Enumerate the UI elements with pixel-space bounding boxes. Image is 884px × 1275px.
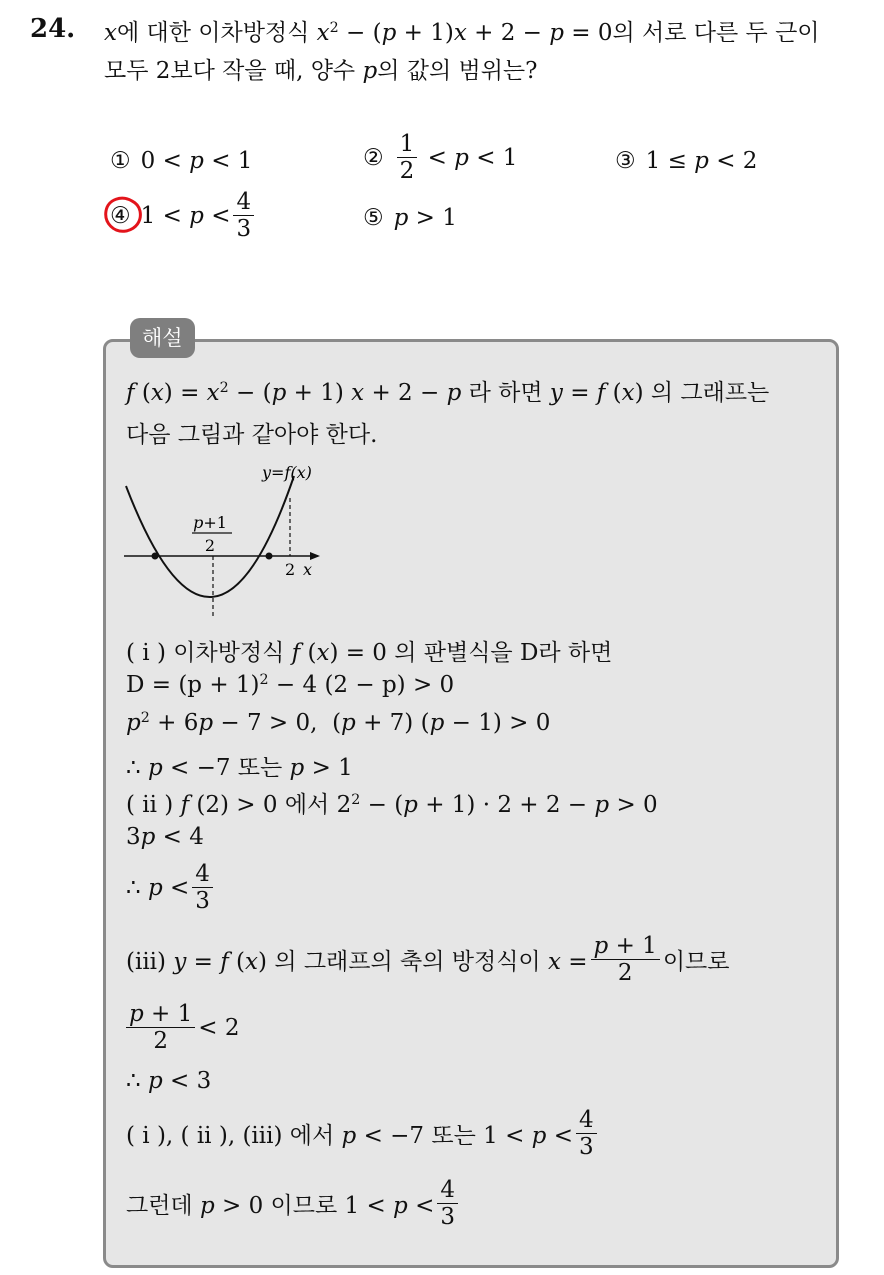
choice-3[interactable]: ③ 1 ≤ p < 2 [615,148,758,174]
step1-eq2: $p^2 + 6p - 7 > 0$, (p + 7) (p − 1) > 0 [126,710,551,736]
choice-1[interactable]: ① 0 < p < 1 [110,148,253,174]
axis-label-denominator: 2 [204,536,216,555]
question-line-1: x에 대한 이차방정식 $x^2 - (p + 1)x + 2 - p = 0$의 서로 다른 두 근이 [104,20,820,46]
step3-eq1: $\frac{p + 1}{2}$ < 2 [126,1002,239,1053]
choice-2[interactable]: ② $\frac{1}{2}$ < p < 1 [363,131,518,185]
solution-intro-2: 다음 그림과 같아야 한다. [126,422,378,448]
answer-circle-icon [102,193,144,235]
curve-label: y=f(x) [262,463,312,482]
choice-mark: ⑤ [363,205,384,231]
step3-line: (iii) y = f (x) 의 그래프의 축의 방정식이 x = $\frac{p + 1}{2}$ 이므로 [126,933,730,987]
step1-result: ∴ p < −7 또는 p > 1 [126,755,353,781]
choice-mark: ④ [110,202,131,229]
choice-mark: ③ [615,148,636,174]
step1-line: ( i ) 이차방정식 f (x) = 0 의 판별식을 D라 하면 [126,640,613,666]
step1-eq1: $D = (p + 1)^2 - 4$ (2 − p) > 0 [126,672,455,698]
step2-line: ( ii ) f (2) > 0 에서 $2^2 - (p + 1) \cdot 2 + 2 - p > 0$ [126,792,658,818]
x-axis-arrow-icon [310,552,320,560]
x-two-label: 2 [285,560,296,579]
combine-line: ( i ), ( ii ), (iii) 에서 p < −7 또는 1 < p < $\frac{4}{3}$ [126,1108,600,1159]
question-line-2: 모두 2보다 작을 때, 양수 p의 값의 범위는? [104,58,538,84]
parabola-graph [118,458,338,628]
solution-intro-1: f $(x) = x^2 - (p + 1) x + 2 - p$ 라 하면 y = f (x) 의 그래프는 [126,380,770,406]
choice-mark: ① [110,148,131,174]
step2-eq1: 3p < 4 [126,824,204,850]
root-point-right [266,553,273,560]
solution-tag: 해설 [130,318,195,358]
fraction-four-thirds: $\frac{4}{3}$ [233,190,254,241]
x-var-label: x [303,560,313,579]
step3-result: ∴ p < 3 [126,1068,212,1094]
choice-5[interactable]: ⑤ p > 1 [363,205,457,231]
step2-result: ∴ p < $\frac{4}{3}$ [126,862,216,913]
root-point-left [152,553,159,560]
final-line: 그런데 p > 0 이므로 1 < p < $\frac{4}{3}$ [126,1178,461,1229]
choice-mark: ② [363,144,384,171]
axis-label-numerator: p+1 [193,513,227,532]
fraction-half: $\frac{1}{2}$ [397,132,418,183]
question-number: 24. [30,14,76,44]
choice-4[interactable]: ④ 1 < p < $\frac{4}{3}$ [110,190,257,241]
